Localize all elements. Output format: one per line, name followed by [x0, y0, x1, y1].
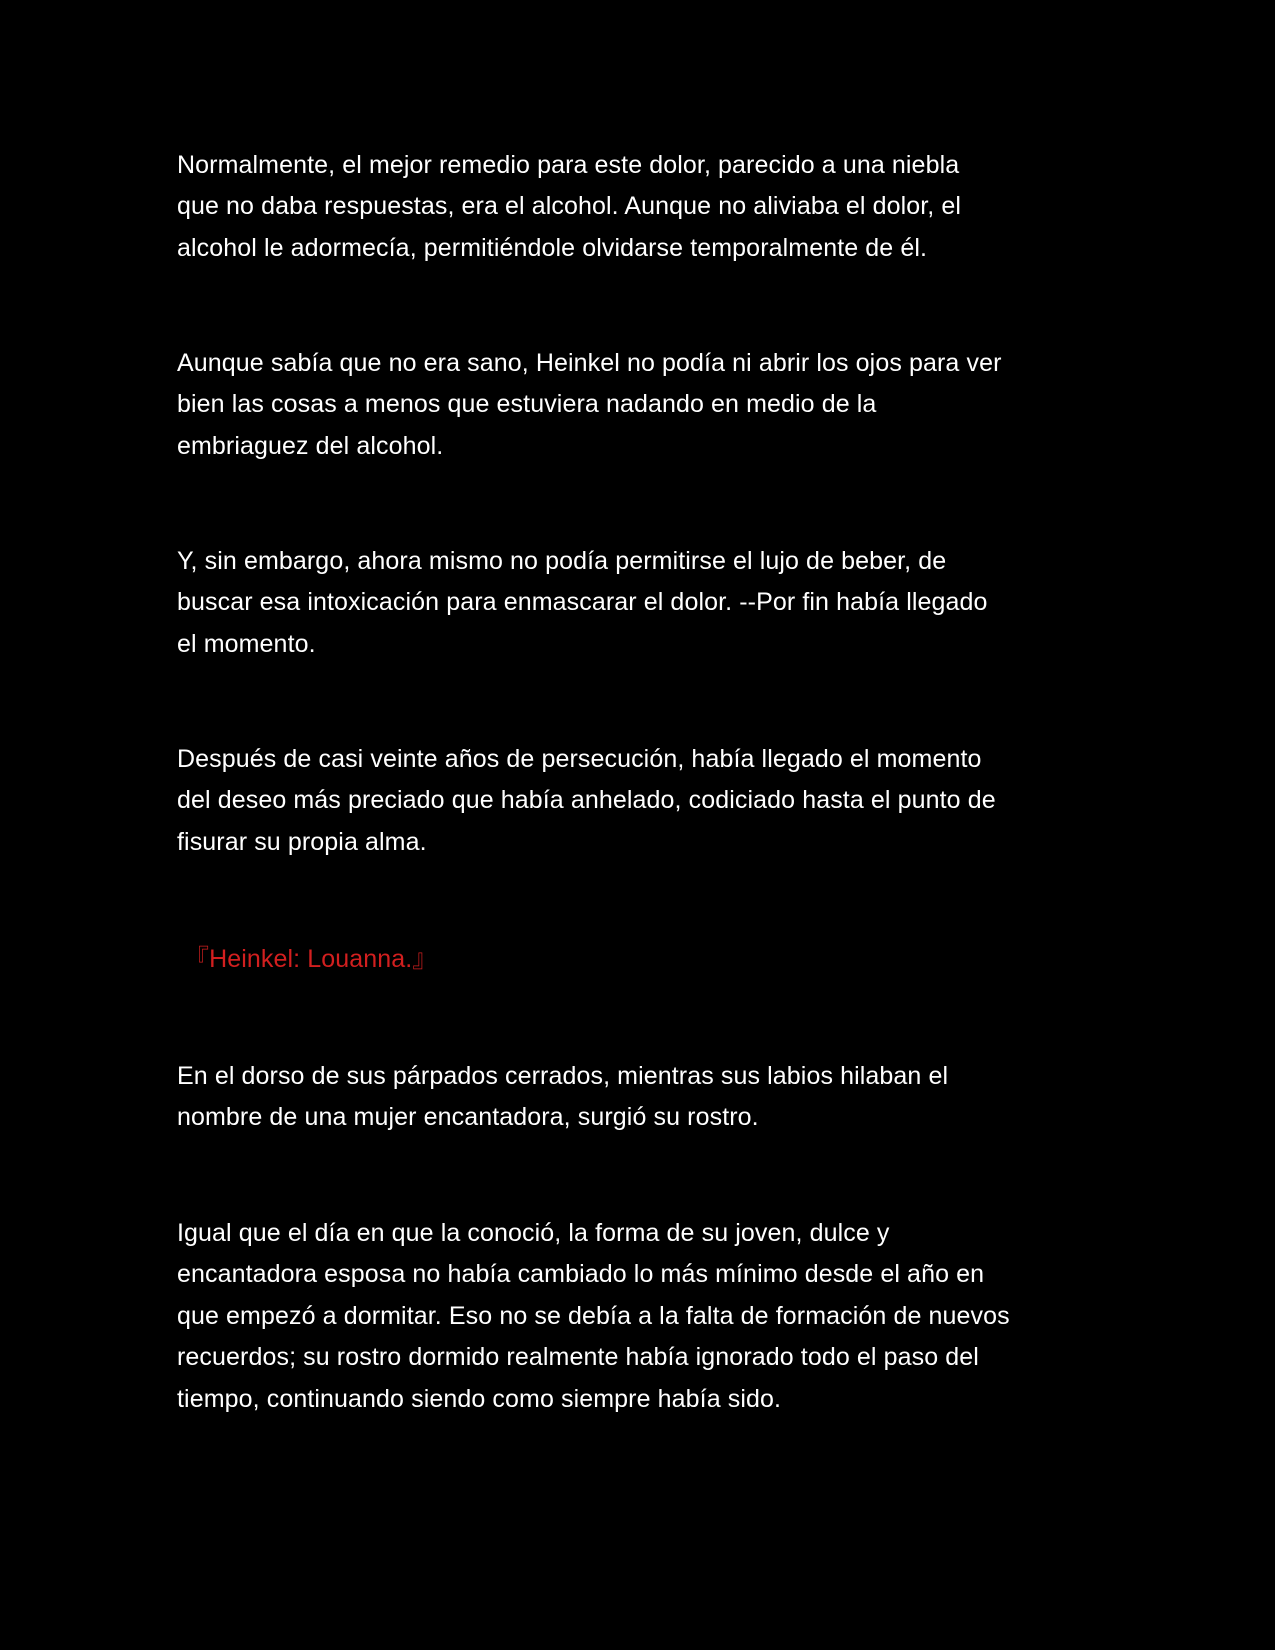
dialogue-line: 『Heinkel: Louanna.』 — [184, 945, 438, 973]
paragraph-1: Normalmente, el mejor remedio para este dolor, parecido a una niebla que no daba respuestas, era el alcohol. Aunque no aliviaba el dolor, el alcohol le adormecía, permitiéndole olvidarse temporalmente de él. — [177, 151, 962, 262]
paragraph-4: Después de casi veinte años de persecución, había llegado el momento del deseo más preciado que había anhelado, codiciado hasta el punto de fisurar su propia alma. — [177, 745, 996, 856]
paragraph-3: Y, sin embargo, ahora mismo no podía permitirse el lujo de beber, de buscar esa intoxicación para enmascarar el dolor. --Por fin había llegado el momento. — [177, 547, 988, 658]
paragraph-2: Aunque sabía que no era sano, Heinkel no podía ni abrir los ojos para ver bien las cosas a menos que estuviera nadando en medio de la embriaguez del alcohol. — [177, 349, 1002, 460]
paragraph-6: Igual que el día en que la conoció, la forma de su joven, dulce y encantadora esposa no había cambiado lo más mínimo desde el año en que empezó a dormitar. Eso no se debía a la falta de formación de nuevos recuerdos; su rostro dormido realmente había ignorado todo el paso del tiempo, continuando siendo como siempre había sido. — [177, 1219, 1010, 1413]
paragraph-5: En el dorso de sus párpados cerrados, mientras sus labios hilaban el nombre de una mujer encantadora, surgió su rostro. — [177, 1062, 949, 1132]
